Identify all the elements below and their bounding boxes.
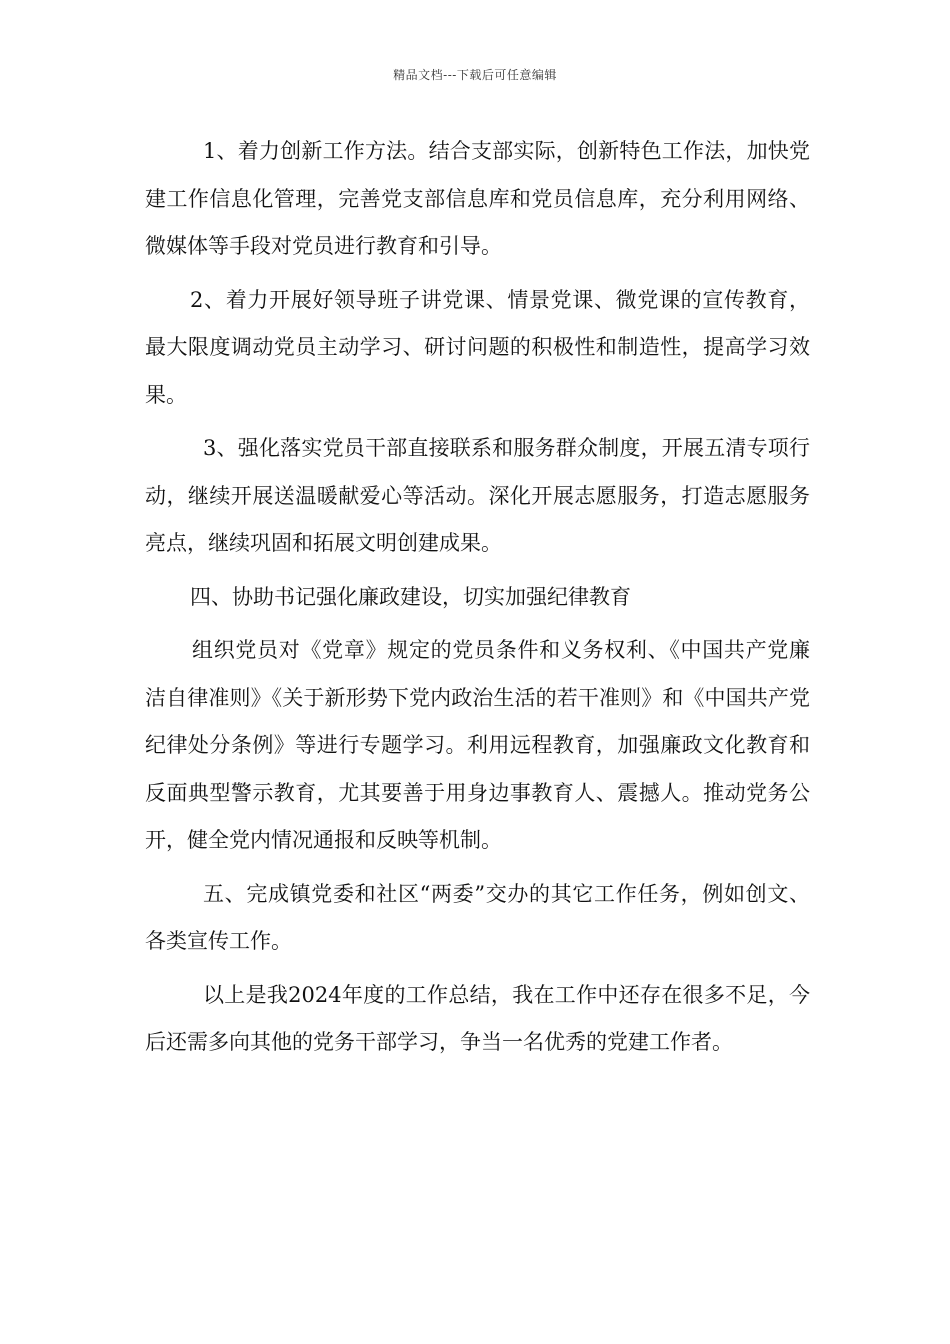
paragraph-item-1: 1、着力创新工作方法。结合支部实际，创新特色工作法，加快党建工作信息化管理，完善党支部信息库和党员信息库，充分利用网络、微媒体等手段对党员进行教育和引导。 [145, 139, 810, 258]
paragraph-discipline: 组织党员对《党章》规定的党员条件和义务权利、《中国共产党廉洁自律准则》《关于新形势下党内政治生活的若干准则》和《中国共产党纪律处分条例》等进行专题学习。利用远程教育，加强廉政文化教育和反面典型警示教育，尤其要善于用身边事教育人、震撼人。推动党务公开，健全党内情况通报和反映等机制。 [145, 638, 810, 852]
paragraph-conclusion: 以上是我2024年度的工作总结，我在工作中还存在很多不足，今后还需多向其他的党务干部学习，争当一名优秀的党建工作者。 [145, 982, 810, 1054]
section-heading-5: 五、完成镇党委和社区“两委”交办的其它工作任务，例如创文、各类宣传工作。 [145, 881, 810, 953]
paragraph-item-2: 2、着力开展好领导班子讲党课、情景党课、微党课的宣传教育，最大限度调动党员主动学习、研讨问题的积极性和制造性，提高学习效果。 [145, 287, 810, 407]
paragraph-item-3: 3、强化落实党员干部直接联系和服务群众制度，开展五清专项行动，继续开展送温暖献爱心等活动。深化开展志愿服务，打造志愿服务亮点，继续巩固和拓展文明创建成果。 [145, 436, 810, 555]
page-header: 精品文档---下载后可任意编辑 [393, 68, 557, 82]
document-body [145, 128, 810, 1073]
section-heading-4: 四、协助书记强化廉政建设，切实加强纪律教育 [190, 584, 631, 609]
